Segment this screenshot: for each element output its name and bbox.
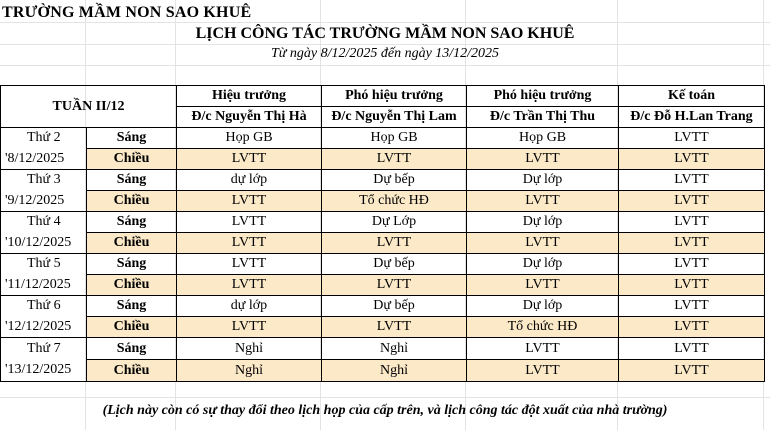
schedule-cell: Họp GB [177, 128, 322, 149]
table-row [1, 128, 765, 149]
schedule-cell: LVTT [177, 212, 322, 233]
session-morning: Sáng [87, 296, 177, 317]
schedule-cell: LVTT [322, 275, 467, 296]
weekday-text: Thứ 3 [27, 172, 61, 188]
session-morning: Sáng [87, 212, 177, 233]
date-range-subtitle: Từ ngày 8/12/2025 đến ngày 13/12/2025 [270, 46, 500, 61]
table-row [1, 296, 765, 317]
column-role: Kế toán [619, 86, 765, 107]
schedule-cell: LVTT [619, 212, 765, 233]
schedule-cell: Dự lớp [467, 170, 619, 191]
schedule-cell: Nghỉ [322, 360, 467, 382]
schedule-cell: LVTT [467, 360, 619, 382]
date-label: '12/12/2025 [1, 317, 87, 338]
schedule-cell: Nghỉ [177, 338, 322, 360]
schedule-cell: dự lớp [177, 296, 322, 317]
schedule-cell: LVTT [619, 275, 765, 296]
schedule-cell: LVTT [467, 149, 619, 170]
schedule-cell: Dự Lớp [322, 212, 467, 233]
session-afternoon: Chiều [87, 191, 177, 212]
session-afternoon: Chiều [87, 275, 177, 296]
day-label [1, 128, 87, 149]
date-label: '13/12/2025 [1, 360, 87, 382]
schedule-cell: LVTT [177, 233, 322, 254]
column-role: Hiệu trưởng [177, 86, 322, 107]
column-role: Phó hiệu trưởng [467, 86, 619, 107]
day-label [1, 212, 87, 233]
schedule-table [0, 85, 765, 382]
table-row [1, 170, 765, 191]
schedule-cell: LVTT [619, 338, 765, 360]
date-label: '11/12/2025 [1, 275, 87, 296]
table-row [1, 212, 765, 233]
date-label: '10/12/2025 [1, 233, 87, 254]
table-row [1, 338, 765, 360]
schedule-cell: LVTT [177, 191, 322, 212]
column-role: Phó hiệu trưởng [322, 86, 467, 107]
column-name: Đ/c Đỗ H.Lan Trang [619, 107, 765, 128]
schedule-cell: Tổ chức HĐ [322, 191, 467, 212]
day-label [1, 254, 87, 275]
gridline [0, 65, 770, 66]
table-row [1, 275, 765, 296]
schedule-cell: LVTT [619, 296, 765, 317]
week-label: TUẦN II/12 [1, 86, 177, 128]
schedule-cell: LVTT [619, 128, 765, 149]
weekday-text: Thứ 5 [27, 256, 61, 272]
schedule-cell: LVTT [467, 233, 619, 254]
gridline [0, 397, 770, 398]
gridline [0, 22, 770, 23]
schedule-cell: LVTT [177, 149, 322, 170]
schedule-cell: LVTT [619, 149, 765, 170]
schedule-cell: Dự bếp [322, 296, 467, 317]
schedule-cell: dự lớp [177, 170, 322, 191]
school-name: TRƯỜNG MẦM NON SAO KHUÊ [2, 4, 252, 21]
weekday-text: Thứ 7 [27, 340, 61, 356]
session-afternoon: Chiều [87, 360, 177, 382]
schedule-cell: Dự lớp [467, 212, 619, 233]
schedule-cell: LVTT [619, 254, 765, 275]
header-row-roles [1, 86, 765, 107]
schedule-cell: LVTT [177, 317, 322, 338]
schedule-cell: LVTT [619, 170, 765, 191]
session-morning: Sáng [87, 338, 177, 360]
schedule-cell: LVTT [322, 233, 467, 254]
weekday-text: Thứ 6 [27, 298, 61, 314]
schedule-cell: Nghỉ [322, 338, 467, 360]
schedule-cell: Họp GB [467, 128, 619, 149]
date-label: '8/12/2025 [1, 149, 87, 170]
schedule-cell: LVTT [619, 360, 765, 382]
day-label [1, 170, 87, 191]
schedule-cell: LVTT [619, 191, 765, 212]
schedule-cell: LVTT [467, 275, 619, 296]
gridline [0, 44, 770, 45]
schedule-cell: Dự lớp [467, 254, 619, 275]
date-label: '9/12/2025 [1, 191, 87, 212]
session-afternoon: Chiều [87, 317, 177, 338]
schedule-cell: Dự bếp [322, 170, 467, 191]
schedule-cell: LVTT [467, 338, 619, 360]
table-row [1, 254, 765, 275]
day-label [1, 338, 87, 360]
schedule-cell: LVTT [177, 275, 322, 296]
table-row [1, 317, 765, 338]
schedule-cell: Họp GB [322, 128, 467, 149]
schedule-cell: Dự bếp [322, 254, 467, 275]
schedule-cell: LVTT [322, 149, 467, 170]
weekday-text: Thứ 2 [27, 130, 61, 146]
schedule-cell: Nghỉ [177, 360, 322, 382]
schedule-cell: LVTT [619, 233, 765, 254]
schedule-cell: LVTT [177, 254, 322, 275]
table-row [1, 233, 765, 254]
schedule-cell: LVTT [619, 317, 765, 338]
page-title: LỊCH CÔNG TÁC TRƯỜNG MẦM NON SAO KHUÊ [195, 25, 575, 42]
column-name: Đ/c Trần Thị Thu [467, 107, 619, 128]
column-name: Đ/c Nguyễn Thị Lam [322, 107, 467, 128]
column-name: Đ/c Nguyễn Thị Hà [177, 107, 322, 128]
day-label [1, 296, 87, 317]
session-morning: Sáng [87, 254, 177, 275]
footnote: (Lịch này còn có sự thay đổi theo lịch họp của cấp trên, và lịch công tác đột xuất của nhà trường) [102, 403, 668, 418]
table-row [1, 360, 765, 382]
session-morning: Sáng [87, 128, 177, 149]
schedule-cell: LVTT [467, 191, 619, 212]
session-afternoon: Chiều [87, 233, 177, 254]
session-afternoon: Chiều [87, 149, 177, 170]
session-morning: Sáng [87, 170, 177, 191]
schedule-cell: Dự lớp [467, 296, 619, 317]
weekday-text: Thứ 4 [27, 214, 61, 230]
table-row [1, 149, 765, 170]
schedule-cell: LVTT [322, 317, 467, 338]
schedule-cell: Tổ chức HĐ [467, 317, 619, 338]
table-row [1, 191, 765, 212]
